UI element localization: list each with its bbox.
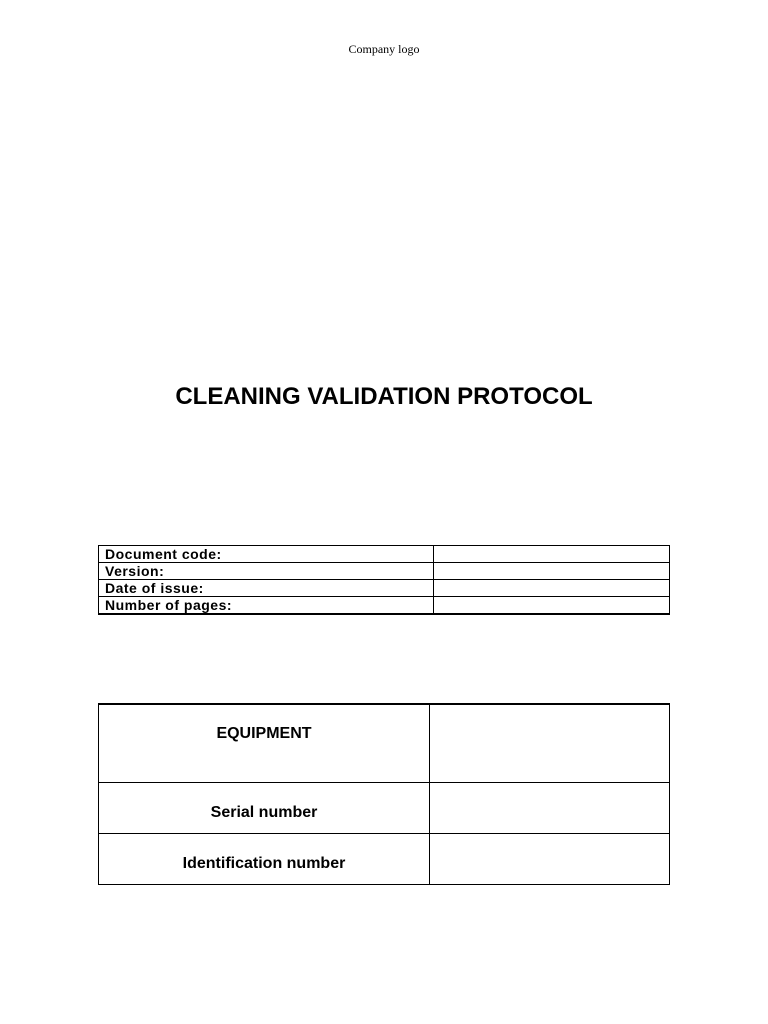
serial-number-value[interactable] — [430, 783, 670, 834]
identification-number-label: Identification number — [99, 834, 430, 885]
document-code-value[interactable] — [434, 546, 670, 563]
number-of-pages-value[interactable] — [434, 597, 670, 615]
table-row — [99, 834, 670, 885]
number-of-pages-label: Number of pages: — [99, 597, 434, 615]
date-of-issue-value[interactable] — [434, 580, 670, 597]
table-row — [99, 563, 670, 580]
date-of-issue-label: Date of issue: — [99, 580, 434, 597]
table-row — [99, 546, 670, 563]
serial-number-label: Serial number — [99, 783, 430, 834]
version-value[interactable] — [434, 563, 670, 580]
version-label: Version: — [99, 563, 434, 580]
table-row — [99, 597, 670, 615]
table-row — [99, 580, 670, 597]
company-logo-placeholder: Company logo — [348, 42, 420, 56]
document-title: CLEANING VALIDATION PROTOCOL — [175, 383, 593, 410]
document-code-label: Document code: — [99, 546, 434, 563]
document-info-table — [98, 545, 670, 615]
equipment-label: EQUIPMENT — [99, 704, 430, 783]
table-row — [99, 704, 670, 783]
identification-number-value[interactable] — [430, 834, 670, 885]
table-row — [99, 783, 670, 834]
equipment-value[interactable] — [430, 704, 670, 783]
equipment-table — [98, 703, 670, 885]
